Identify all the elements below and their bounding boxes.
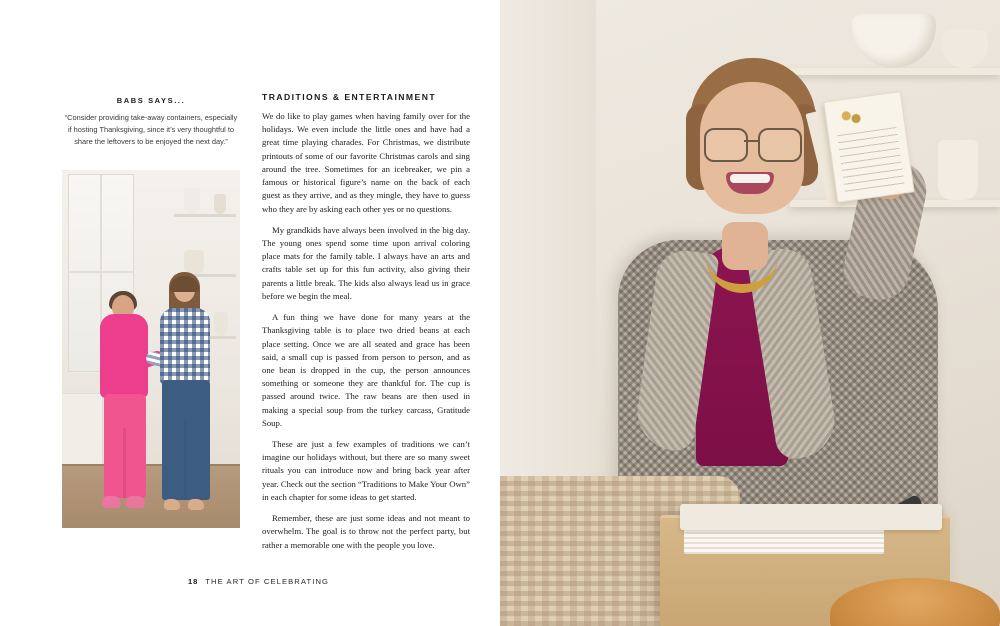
person-trousers: [104, 394, 146, 498]
person-foot: [188, 499, 204, 510]
photo-vase: [184, 250, 204, 274]
person-shoe: [102, 496, 121, 508]
figure-neck: [722, 222, 768, 270]
recipe-card-front: [823, 91, 914, 203]
person-jeans: [162, 380, 210, 500]
babs-says-callout: [62, 96, 240, 148]
person-shoe: [126, 496, 145, 508]
photo-floor: [62, 464, 240, 528]
recipe-card-ruled-lines: [837, 127, 904, 193]
photo-vase: [214, 312, 228, 336]
person-sweater: [100, 314, 148, 398]
article-paragraph: Remember, these are just some ideas and not meant to overwhelm. The goal is to throw not the perfect party, but rather a memorable one with the people you love.: [262, 513, 470, 550]
photo-cabinet: [62, 393, 103, 464]
figure-eyeglass-bridge: [744, 140, 758, 142]
photo-ceramic-jar: [938, 140, 978, 200]
photo-recipe-box-lid: [680, 504, 942, 530]
article-text-column: [262, 92, 470, 552]
article-paragraph: We do like to play games when having family over for the holidays. We even include the little ones and have had a great time playing charades. For Christmas, we distribute printouts of some of our favorite Christmas carols and sing around the tree. Sometimes for an icebreaker, we pin a famous or historical figure’s name on the back of each guest as they arrive, and as they mingle, they have to guess who they are by asking each other yes or no questions.: [262, 111, 470, 214]
person-gingham-top: [160, 308, 210, 384]
article-paragraph: A fun thing we have done for many years at the Thanksgiving table is to place two dried beans at each place setting. Once we are all seated and grace has been said, a small cup is passed from person to person, and as one bean is dropped in the cup, the person announces something or someone they are thankful for. The cup is passed around twice. The raw beans are then used in making a special soup from the turkey carcass, Gratitude Soup.: [262, 312, 470, 428]
right-photograph: [500, 0, 1000, 626]
babs-says-quote: “Consider providing take-away containers, especially if hosting Thanksgiving, since it’s very thoughtful to share the leftovers to be enjoyed the next day.”: [64, 113, 238, 146]
photo-vase: [214, 194, 226, 214]
page-number: 18: [188, 577, 199, 586]
recipe-card-floral-motif: [837, 105, 866, 128]
article-paragraph: These are just a few examples of traditions we can’t imagine our holidays without, but there are so many sweet rituals you can introduce now and bring back year after year. Check out the section “Traditions to Make Your Own” in each chapter for some ideas to get started.: [262, 439, 470, 502]
figure-eyeglass-lens-left: [704, 128, 748, 162]
person-foot: [164, 499, 180, 510]
running-title: THE ART OF CELEBRATING: [205, 577, 330, 586]
article-paragraph: My grandkids have always been involved in the big day. The young ones spend some time upon arrival coloring place mats for the family table. I always have an arts and crafts table set up for this fun activity, also giving their parents a little break. The kids also always lead us in grace before we begin the meal.: [262, 224, 470, 301]
photo-vase: [184, 188, 200, 214]
person-hair-front: [170, 276, 199, 292]
figure-eyeglass-lens-right: [758, 128, 802, 162]
left-photograph: [62, 170, 240, 528]
section-heading: TRADITIONS & ENTERTAINMENT: [262, 92, 437, 102]
photo-shelf: [174, 214, 236, 217]
page-folio: [188, 577, 329, 586]
babs-says-label: BABS SAYS...: [116, 96, 186, 105]
